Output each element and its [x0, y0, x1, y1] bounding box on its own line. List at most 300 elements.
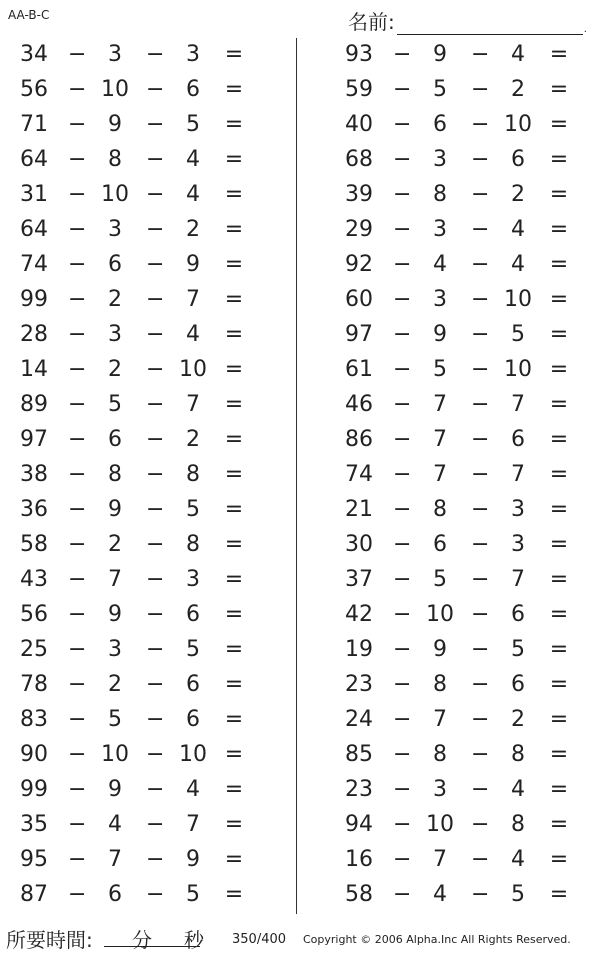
problem-row	[325, 423, 600, 458]
left-problem-column	[0, 38, 290, 913]
subtrahend-2: 2	[186, 217, 200, 242]
name-field	[348, 6, 587, 35]
subtrahend-1: 8	[433, 742, 447, 767]
subtrahend-1: 9	[108, 777, 122, 802]
problem-row	[0, 178, 290, 213]
minus-sign: −	[146, 42, 165, 67]
minuend: 40	[345, 112, 373, 137]
minus-sign: −	[68, 812, 87, 837]
equals-sign: =	[549, 672, 569, 697]
minuend: 46	[345, 392, 373, 417]
problem-row	[0, 423, 290, 458]
footer	[0, 922, 600, 952]
minus-sign: −	[393, 287, 412, 312]
equals-sign: =	[224, 77, 244, 102]
subtrahend-1: 3	[108, 637, 122, 662]
subtrahend-1: 8	[108, 147, 122, 172]
minus-sign: −	[471, 322, 490, 347]
minuend: 30	[345, 532, 373, 557]
minus-sign: −	[471, 252, 490, 277]
minus-sign: −	[471, 112, 490, 137]
minus-sign: −	[68, 882, 87, 907]
subtrahend-2: 10	[179, 357, 207, 382]
minus-sign: −	[471, 392, 490, 417]
equals-sign: =	[549, 112, 569, 137]
minus-sign: −	[146, 777, 165, 802]
minus-sign: −	[471, 427, 490, 452]
minuend: 74	[345, 462, 373, 487]
subtrahend-1: 6	[108, 427, 122, 452]
problem-row	[325, 808, 600, 843]
minuend: 39	[345, 182, 373, 207]
subtrahend-1: 8	[108, 462, 122, 487]
subtrahend-2: 6	[511, 602, 525, 627]
subtrahend-2: 7	[511, 567, 525, 592]
subtrahend-1: 3	[108, 42, 122, 67]
problem-row	[325, 878, 600, 913]
minus-sign: −	[146, 147, 165, 172]
subtrahend-1: 10	[101, 182, 129, 207]
minus-sign: −	[146, 637, 165, 662]
subtrahend-1: 9	[108, 497, 122, 522]
minus-sign: −	[68, 112, 87, 137]
problem-row	[325, 283, 600, 318]
problem-row	[325, 738, 600, 773]
minuend: 86	[345, 427, 373, 452]
equals-sign: =	[549, 707, 569, 732]
minuend: 71	[20, 112, 48, 137]
equals-sign: =	[549, 42, 569, 67]
subtrahend-1: 7	[433, 707, 447, 732]
minus-sign: −	[393, 462, 412, 487]
minus-sign: −	[68, 217, 87, 242]
worksheet-code: AA-B-C	[8, 8, 50, 22]
minus-sign: −	[146, 182, 165, 207]
minus-sign: −	[146, 532, 165, 557]
name-blank-line[interactable]	[397, 16, 583, 35]
minuend: 16	[345, 847, 373, 872]
equals-sign: =	[224, 812, 244, 837]
minus-sign: −	[146, 112, 165, 137]
minus-sign: −	[471, 847, 490, 872]
equals-sign: =	[549, 567, 569, 592]
subtrahend-1: 5	[433, 567, 447, 592]
equals-sign: =	[549, 602, 569, 627]
right-problem-column	[325, 38, 600, 913]
minus-sign: −	[68, 322, 87, 347]
minus-sign: −	[471, 602, 490, 627]
minuend: 58	[345, 882, 373, 907]
equals-sign: =	[224, 182, 244, 207]
subtrahend-2: 6	[511, 147, 525, 172]
minus-sign: −	[146, 77, 165, 102]
subtrahend-2: 7	[186, 287, 200, 312]
minus-sign: −	[146, 882, 165, 907]
subtrahend-2: 4	[186, 147, 200, 172]
minus-sign: −	[393, 567, 412, 592]
subtrahend-2: 4	[186, 182, 200, 207]
problem-row	[0, 703, 290, 738]
subtrahend-2: 7	[186, 392, 200, 417]
minuend: 92	[345, 252, 373, 277]
minuend: 90	[20, 742, 48, 767]
minuend: 85	[345, 742, 373, 767]
minuend: 59	[345, 77, 373, 102]
subtrahend-1: 6	[108, 882, 122, 907]
minus-sign: −	[146, 427, 165, 452]
minuend: 94	[345, 812, 373, 837]
problem-row	[325, 178, 600, 213]
subtrahend-1: 9	[433, 637, 447, 662]
minuend: 24	[345, 707, 373, 732]
minuend: 21	[345, 497, 373, 522]
subtrahend-2: 5	[511, 322, 525, 347]
minus-sign: −	[146, 602, 165, 627]
equals-sign: =	[549, 882, 569, 907]
minus-sign: −	[393, 847, 412, 872]
minus-sign: −	[68, 427, 87, 452]
subtrahend-2: 9	[186, 847, 200, 872]
equals-sign: =	[224, 42, 244, 67]
problem-row	[0, 773, 290, 808]
minus-sign: −	[393, 742, 412, 767]
minus-sign: −	[471, 287, 490, 312]
subtrahend-1: 5	[433, 357, 447, 382]
equals-sign: =	[549, 182, 569, 207]
equals-sign: =	[549, 532, 569, 557]
subtrahend-2: 4	[511, 252, 525, 277]
subtrahend-1: 2	[108, 532, 122, 557]
minuend: 97	[345, 322, 373, 347]
minus-sign: −	[146, 392, 165, 417]
subtrahend-2: 2	[511, 707, 525, 732]
subtrahend-2: 2	[511, 77, 525, 102]
subtrahend-2: 4	[511, 847, 525, 872]
problem-row	[325, 493, 600, 528]
minus-sign: −	[68, 707, 87, 732]
minuend: 83	[20, 707, 48, 732]
problem-row	[0, 738, 290, 773]
subtrahend-1: 6	[108, 252, 122, 277]
subtrahend-1: 3	[433, 777, 447, 802]
minus-sign: −	[393, 252, 412, 277]
problem-row	[0, 143, 290, 178]
minus-sign: −	[393, 777, 412, 802]
problem-row	[0, 633, 290, 668]
minuend: 38	[20, 462, 48, 487]
minus-sign: −	[471, 532, 490, 557]
equals-sign: =	[224, 707, 244, 732]
subtrahend-2: 10	[504, 357, 532, 382]
minus-sign: −	[146, 462, 165, 487]
subtrahend-1: 8	[433, 497, 447, 522]
subtrahend-1: 8	[433, 672, 447, 697]
equals-sign: =	[224, 322, 244, 347]
minus-sign: −	[393, 217, 412, 242]
subtrahend-2: 2	[511, 182, 525, 207]
minus-sign: −	[471, 357, 490, 382]
subtrahend-1: 9	[108, 112, 122, 137]
problem-row	[325, 633, 600, 668]
minuend: 56	[20, 602, 48, 627]
problem-row	[325, 458, 600, 493]
equals-sign: =	[549, 497, 569, 522]
problem-row	[325, 773, 600, 808]
problem-row	[325, 598, 600, 633]
subtrahend-1: 9	[108, 602, 122, 627]
subtrahend-1: 5	[433, 77, 447, 102]
minus-sign: −	[146, 567, 165, 592]
page-count: 350/400	[232, 932, 287, 947]
minus-sign: −	[393, 497, 412, 522]
minus-sign: −	[393, 112, 412, 137]
equals-sign: =	[224, 252, 244, 277]
problem-row	[0, 108, 290, 143]
problem-row	[325, 668, 600, 703]
minuend: 60	[345, 287, 373, 312]
subtrahend-1: 3	[108, 322, 122, 347]
equals-sign: =	[224, 427, 244, 452]
subtrahend-1: 6	[433, 532, 447, 557]
minus-sign: −	[68, 147, 87, 172]
minus-sign: −	[471, 42, 490, 67]
subtrahend-1: 7	[108, 567, 122, 592]
problem-row	[0, 528, 290, 563]
problem-row	[0, 213, 290, 248]
subtrahend-1: 3	[433, 217, 447, 242]
minus-sign: −	[471, 777, 490, 802]
minus-sign: −	[393, 182, 412, 207]
problem-row	[0, 283, 290, 318]
minus-sign: −	[68, 77, 87, 102]
equals-sign: =	[549, 217, 569, 242]
minuend: 28	[20, 322, 48, 347]
name-label: 名前:	[348, 10, 395, 34]
minuend: 37	[345, 567, 373, 592]
minuend: 25	[20, 637, 48, 662]
subtrahend-1: 9	[433, 322, 447, 347]
minus-sign: −	[68, 567, 87, 592]
problem-row	[0, 353, 290, 388]
subtrahend-1: 7	[433, 462, 447, 487]
minuend: 58	[20, 532, 48, 557]
minuend: 61	[345, 357, 373, 382]
subtrahend-2: 5	[186, 112, 200, 137]
equals-sign: =	[224, 462, 244, 487]
subtrahend-1: 4	[433, 882, 447, 907]
problem-row	[0, 38, 290, 73]
equals-sign: =	[549, 392, 569, 417]
problem-row	[0, 493, 290, 528]
equals-sign: =	[224, 217, 244, 242]
subtrahend-2: 2	[186, 427, 200, 452]
minus-sign: −	[393, 427, 412, 452]
problem-row	[0, 458, 290, 493]
equals-sign: =	[549, 847, 569, 872]
minus-sign: −	[146, 812, 165, 837]
name-dot: .	[583, 24, 587, 35]
subtrahend-1: 7	[108, 847, 122, 872]
minus-sign: −	[68, 287, 87, 312]
minus-sign: −	[68, 847, 87, 872]
minus-sign: −	[393, 42, 412, 67]
minus-sign: −	[146, 287, 165, 312]
minuend: 23	[345, 672, 373, 697]
subtrahend-2: 8	[511, 812, 525, 837]
subtrahend-2: 3	[186, 42, 200, 67]
subtrahend-2: 4	[186, 777, 200, 802]
problem-row	[0, 248, 290, 283]
equals-sign: =	[549, 287, 569, 312]
minus-sign: −	[471, 707, 490, 732]
subtrahend-1: 2	[108, 672, 122, 697]
problem-row	[0, 598, 290, 633]
subtrahend-1: 10	[101, 77, 129, 102]
minus-sign: −	[68, 357, 87, 382]
minus-sign: −	[68, 497, 87, 522]
problem-row	[0, 563, 290, 598]
minuend: 99	[20, 777, 48, 802]
subtrahend-1: 10	[426, 812, 454, 837]
problem-row	[0, 388, 290, 423]
minus-sign: −	[68, 532, 87, 557]
seconds-unit: 秒	[184, 928, 204, 952]
subtrahend-2: 10	[179, 742, 207, 767]
subtrahend-2: 7	[511, 392, 525, 417]
subtrahend-2: 4	[511, 217, 525, 242]
subtrahend-1: 10	[101, 742, 129, 767]
equals-sign: =	[549, 637, 569, 662]
equals-sign: =	[224, 392, 244, 417]
problem-row	[325, 388, 600, 423]
equals-sign: =	[549, 812, 569, 837]
minus-sign: −	[68, 777, 87, 802]
equals-sign: =	[224, 637, 244, 662]
subtrahend-2: 8	[186, 462, 200, 487]
subtrahend-1: 3	[433, 287, 447, 312]
subtrahend-1: 4	[433, 252, 447, 277]
subtrahend-2: 9	[186, 252, 200, 277]
minus-sign: −	[146, 322, 165, 347]
minus-sign: −	[393, 77, 412, 102]
minus-sign: −	[471, 182, 490, 207]
problem-row	[325, 843, 600, 878]
subtrahend-1: 5	[108, 707, 122, 732]
problem-row	[325, 563, 600, 598]
subtrahend-1: 5	[108, 392, 122, 417]
subtrahend-1: 3	[108, 217, 122, 242]
minus-sign: −	[68, 42, 87, 67]
problem-row	[325, 528, 600, 563]
minus-sign: −	[471, 567, 490, 592]
minus-sign: −	[471, 637, 490, 662]
minus-sign: −	[393, 392, 412, 417]
minuend: 34	[20, 42, 48, 67]
minus-sign: −	[68, 182, 87, 207]
subtrahend-2: 10	[504, 112, 532, 137]
subtrahend-1: 7	[433, 427, 447, 452]
problem-row	[325, 703, 600, 738]
subtrahend-2: 8	[511, 742, 525, 767]
subtrahend-1: 3	[433, 147, 447, 172]
minuend: 68	[345, 147, 373, 172]
subtrahend-2: 6	[186, 707, 200, 732]
subtrahend-2: 5	[186, 637, 200, 662]
minus-sign: −	[393, 357, 412, 382]
equals-sign: =	[224, 532, 244, 557]
minuend: 89	[20, 392, 48, 417]
minuend: 23	[345, 777, 373, 802]
subtrahend-1: 8	[433, 182, 447, 207]
subtrahend-2: 3	[186, 567, 200, 592]
minuend: 35	[20, 812, 48, 837]
equals-sign: =	[224, 777, 244, 802]
subtrahend-1: 6	[433, 112, 447, 137]
minus-sign: −	[68, 742, 87, 767]
minutes-unit: 分	[132, 928, 152, 952]
subtrahend-2: 5	[511, 882, 525, 907]
subtrahend-2: 6	[186, 77, 200, 102]
minuend: 64	[20, 147, 48, 172]
minus-sign: −	[393, 532, 412, 557]
minus-sign: −	[146, 217, 165, 242]
subtrahend-2: 6	[186, 602, 200, 627]
equals-sign: =	[224, 147, 244, 172]
problem-row	[325, 318, 600, 353]
minuend: 29	[345, 217, 373, 242]
minus-sign: −	[393, 812, 412, 837]
minus-sign: −	[68, 672, 87, 697]
equals-sign: =	[224, 112, 244, 137]
minus-sign: −	[471, 217, 490, 242]
minuend: 56	[20, 77, 48, 102]
minus-sign: −	[471, 147, 490, 172]
problem-row	[325, 108, 600, 143]
problem-row	[0, 843, 290, 878]
equals-sign: =	[224, 847, 244, 872]
subtrahend-2: 6	[511, 427, 525, 452]
subtrahend-1: 2	[108, 287, 122, 312]
minuend: 42	[345, 602, 373, 627]
minus-sign: −	[393, 672, 412, 697]
equals-sign: =	[549, 427, 569, 452]
problem-row	[0, 73, 290, 108]
minuend: 14	[20, 357, 48, 382]
minus-sign: −	[393, 322, 412, 347]
minus-sign: −	[471, 672, 490, 697]
minus-sign: −	[146, 707, 165, 732]
equals-sign: =	[224, 742, 244, 767]
equals-sign: =	[549, 252, 569, 277]
problem-row	[325, 353, 600, 388]
equals-sign: =	[224, 602, 244, 627]
subtrahend-2: 3	[511, 497, 525, 522]
equals-sign: =	[549, 777, 569, 802]
minus-sign: −	[471, 77, 490, 102]
minus-sign: −	[146, 497, 165, 522]
problem-row	[325, 38, 600, 73]
minus-sign: −	[68, 602, 87, 627]
minus-sign: −	[146, 252, 165, 277]
problem-row	[0, 808, 290, 843]
copyright-notice: Copyright © 2006 Alpha.Inc All Rights Reserved.	[303, 933, 571, 946]
minus-sign: −	[471, 497, 490, 522]
problem-row	[325, 213, 600, 248]
minus-sign: −	[68, 462, 87, 487]
problem-row	[325, 248, 600, 283]
minus-sign: −	[393, 637, 412, 662]
subtrahend-2: 6	[186, 672, 200, 697]
